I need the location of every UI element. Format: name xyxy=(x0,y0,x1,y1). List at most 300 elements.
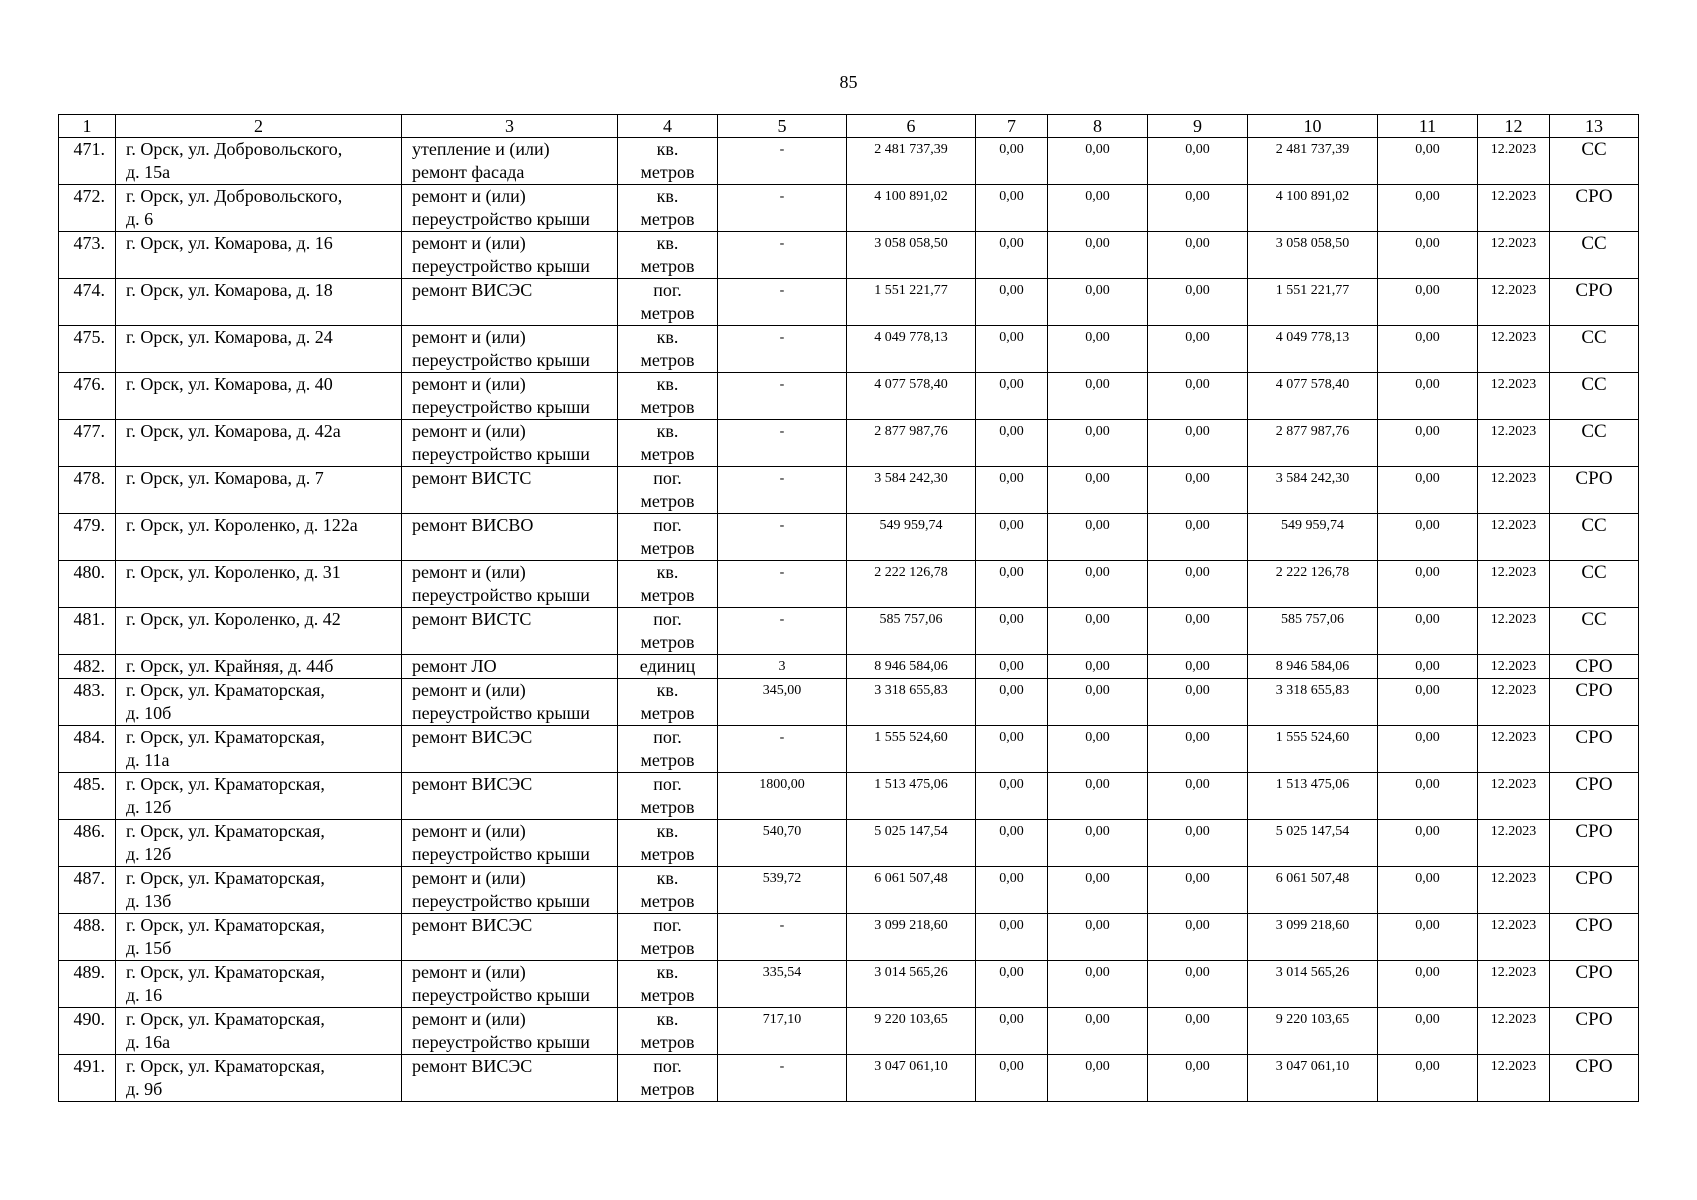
address-line-1: г. Орск, ул. Комарова, д. 18 xyxy=(126,280,333,300)
value-cell-c7: 0,00 xyxy=(976,326,1048,373)
unit-line-1: кв. xyxy=(656,821,679,841)
header-row xyxy=(59,115,1639,138)
work-type-line-2: переустройство крыши xyxy=(412,585,590,605)
work-type-line-2: переустройство крыши xyxy=(412,1032,590,1052)
address-line-1: г. Орск, ул. Добровольского, xyxy=(126,186,343,206)
value-cell-c9: 0,00 xyxy=(1148,514,1248,561)
value-cell-c7: 0,00 xyxy=(976,820,1048,867)
value-cell-c9: 0,00 xyxy=(1148,420,1248,467)
value-cell-c8: 0,00 xyxy=(1048,232,1148,279)
work-type-cell xyxy=(402,1055,618,1102)
value-cell-c10: 1 555 524,60 xyxy=(1248,726,1378,773)
unit-line-2: метров xyxy=(640,797,695,817)
value-cell-c12: 12.2023 xyxy=(1478,1008,1550,1055)
executor-cell: СРО xyxy=(1550,655,1639,679)
address-cell xyxy=(116,561,402,608)
value-cell-c10: 3 318 655,83 xyxy=(1248,679,1378,726)
address-line-1: г. Орск, ул. Краматорская, xyxy=(126,774,325,794)
unit-cell xyxy=(618,820,718,867)
row-number-cell: 491. xyxy=(59,1055,116,1102)
address-cell xyxy=(116,679,402,726)
unit-line-1: пог. xyxy=(653,774,682,794)
unit-line-2: метров xyxy=(640,632,695,652)
unit-line-1: пог. xyxy=(653,515,682,535)
value-cell-c5: - xyxy=(718,326,847,373)
unit-cell xyxy=(618,326,718,373)
value-cell-c6: 3 099 218,60 xyxy=(847,914,976,961)
address-cell xyxy=(116,726,402,773)
address-cell xyxy=(116,373,402,420)
value-cell-c6: 1 551 221,77 xyxy=(847,279,976,326)
value-cell-c5: - xyxy=(718,373,847,420)
table-row xyxy=(59,514,1639,561)
executor-cell: СС xyxy=(1550,608,1639,655)
header-cell: 9 xyxy=(1148,115,1248,138)
work-type-cell xyxy=(402,467,618,514)
value-cell-c5: - xyxy=(718,514,847,561)
table-row xyxy=(59,185,1639,232)
value-cell-c7: 0,00 xyxy=(976,1055,1048,1102)
work-type-line-1: ремонт ВИСВО xyxy=(412,515,534,535)
value-cell-c9: 0,00 xyxy=(1148,185,1248,232)
unit-line-1: кв. xyxy=(656,186,679,206)
address-cell xyxy=(116,138,402,185)
address-line-2: д. 12б xyxy=(126,797,172,817)
value-cell-c12: 12.2023 xyxy=(1478,467,1550,514)
address-cell xyxy=(116,1008,402,1055)
work-type-line-1: ремонт и (или) xyxy=(412,1009,526,1029)
unit-line-1: кв. xyxy=(656,421,679,441)
value-cell-c6: 2 481 737,39 xyxy=(847,138,976,185)
unit-line-2: метров xyxy=(640,303,695,323)
table-row xyxy=(59,679,1639,726)
value-cell-c5: 345,00 xyxy=(718,679,847,726)
table-row xyxy=(59,961,1639,1008)
value-cell-c11: 0,00 xyxy=(1378,867,1478,914)
address-line-1: г. Орск, ул. Крайняя, д. 44б xyxy=(126,656,334,676)
value-cell-c8: 0,00 xyxy=(1048,373,1148,420)
value-cell-c8: 0,00 xyxy=(1048,1008,1148,1055)
value-cell-c10: 2 481 737,39 xyxy=(1248,138,1378,185)
value-cell-c11: 0,00 xyxy=(1378,679,1478,726)
value-cell-c6: 3 318 655,83 xyxy=(847,679,976,726)
value-cell-c10: 3 584 242,30 xyxy=(1248,467,1378,514)
value-cell-c10: 8 946 584,06 xyxy=(1248,655,1378,679)
value-cell-c5: 717,10 xyxy=(718,1008,847,1055)
work-type-cell xyxy=(402,820,618,867)
work-type-line-2: переустройство крыши xyxy=(412,703,590,723)
value-cell-c6: 6 061 507,48 xyxy=(847,867,976,914)
header-cell: 8 xyxy=(1048,115,1148,138)
value-cell-c10: 1 513 475,06 xyxy=(1248,773,1378,820)
work-type-line-1: ремонт ЛО xyxy=(412,656,497,676)
header-cell: 1 xyxy=(59,115,116,138)
address-cell xyxy=(116,608,402,655)
value-cell-c11: 0,00 xyxy=(1378,726,1478,773)
table-row xyxy=(59,467,1639,514)
header-cell: 11 xyxy=(1378,115,1478,138)
address-cell xyxy=(116,514,402,561)
row-number-cell: 482. xyxy=(59,655,116,679)
value-cell-c8: 0,00 xyxy=(1048,467,1148,514)
value-cell-c12: 12.2023 xyxy=(1478,820,1550,867)
work-type-line-1: ремонт и (или) xyxy=(412,562,526,582)
address-line-1: г. Орск, ул. Краматорская, xyxy=(126,962,325,982)
value-cell-c5: - xyxy=(718,1055,847,1102)
value-cell-c10: 6 061 507,48 xyxy=(1248,867,1378,914)
value-cell-c10: 4 077 578,40 xyxy=(1248,373,1378,420)
header-cell: 12 xyxy=(1478,115,1550,138)
header-cell: 5 xyxy=(718,115,847,138)
page-number: 85 xyxy=(839,72,858,92)
table-row xyxy=(59,655,1639,679)
table-row xyxy=(59,867,1639,914)
table-row xyxy=(59,373,1639,420)
value-cell-c5: - xyxy=(718,467,847,514)
work-type-line-1: ремонт и (или) xyxy=(412,233,526,253)
address-line-1: г. Орск, ул. Комарова, д. 40 xyxy=(126,374,333,394)
unit-cell xyxy=(618,608,718,655)
header-cell: 4 xyxy=(618,115,718,138)
unit-line-2: метров xyxy=(640,397,695,417)
value-cell-c11: 0,00 xyxy=(1378,1055,1478,1102)
address-line-1: г. Орск, ул. Комарова, д. 16 xyxy=(126,233,333,253)
executor-cell: СРО xyxy=(1550,961,1639,1008)
work-type-cell xyxy=(402,373,618,420)
executor-cell: СРО xyxy=(1550,185,1639,232)
value-cell-c6: 4 077 578,40 xyxy=(847,373,976,420)
work-type-line-1: ремонт ВИСТС xyxy=(412,609,532,629)
value-cell-c6: 5 025 147,54 xyxy=(847,820,976,867)
executor-cell: СС xyxy=(1550,232,1639,279)
value-cell-c12: 12.2023 xyxy=(1478,655,1550,679)
unit-line-1: кв. xyxy=(656,374,679,394)
executor-cell: СРО xyxy=(1550,726,1639,773)
value-cell-c8: 0,00 xyxy=(1048,773,1148,820)
unit-line-2: метров xyxy=(640,1079,695,1099)
value-cell-c8: 0,00 xyxy=(1048,561,1148,608)
row-number-cell: 486. xyxy=(59,820,116,867)
address-cell xyxy=(116,867,402,914)
unit-cell xyxy=(618,655,718,679)
value-cell-c11: 0,00 xyxy=(1378,655,1478,679)
table-row xyxy=(59,138,1639,185)
value-cell-c5: 1800,00 xyxy=(718,773,847,820)
value-cell-c6: 3 058 058,50 xyxy=(847,232,976,279)
value-cell-c6: 1 555 524,60 xyxy=(847,726,976,773)
value-cell-c7: 0,00 xyxy=(976,279,1048,326)
table-row xyxy=(59,420,1639,467)
executor-cell: СС xyxy=(1550,138,1639,185)
work-type-line-2: переустройство крыши xyxy=(412,891,590,911)
value-cell-c9: 0,00 xyxy=(1148,961,1248,1008)
address-cell xyxy=(116,961,402,1008)
address-line-1: г. Орск, ул. Краматорская, xyxy=(126,915,325,935)
value-cell-c5: 335,54 xyxy=(718,961,847,1008)
value-cell-c10: 585 757,06 xyxy=(1248,608,1378,655)
unit-line-2: метров xyxy=(640,844,695,864)
table-row xyxy=(59,326,1639,373)
value-cell-c9: 0,00 xyxy=(1148,232,1248,279)
value-cell-c11: 0,00 xyxy=(1378,467,1478,514)
work-type-line-1: ремонт ВИСЭС xyxy=(412,727,533,747)
works-table xyxy=(58,114,1639,1102)
value-cell-c6: 8 946 584,06 xyxy=(847,655,976,679)
header-cell: 10 xyxy=(1248,115,1378,138)
value-cell-c5: - xyxy=(718,232,847,279)
value-cell-c6: 3 047 061,10 xyxy=(847,1055,976,1102)
table-row xyxy=(59,1008,1639,1055)
address-line-1: г. Орск, ул. Краматорская, xyxy=(126,1056,325,1076)
unit-line-2: метров xyxy=(640,1032,695,1052)
value-cell-c8: 0,00 xyxy=(1048,279,1148,326)
executor-cell: СС xyxy=(1550,373,1639,420)
row-number-cell: 481. xyxy=(59,608,116,655)
value-cell-c11: 0,00 xyxy=(1378,820,1478,867)
header-cell: 3 xyxy=(402,115,618,138)
value-cell-c10: 3 099 218,60 xyxy=(1248,914,1378,961)
value-cell-c7: 0,00 xyxy=(976,138,1048,185)
work-type-cell xyxy=(402,679,618,726)
value-cell-c7: 0,00 xyxy=(976,373,1048,420)
unit-cell xyxy=(618,138,718,185)
value-cell-c5: - xyxy=(718,420,847,467)
value-cell-c10: 5 025 147,54 xyxy=(1248,820,1378,867)
value-cell-c8: 0,00 xyxy=(1048,1055,1148,1102)
value-cell-c11: 0,00 xyxy=(1378,561,1478,608)
work-type-line-1: ремонт ВИСЭС xyxy=(412,1056,533,1076)
header-cell: 2 xyxy=(116,115,402,138)
value-cell-c7: 0,00 xyxy=(976,467,1048,514)
address-line-1: г. Орск, ул. Добровольского, xyxy=(126,139,343,159)
unit-cell xyxy=(618,773,718,820)
value-cell-c11: 0,00 xyxy=(1378,773,1478,820)
value-cell-c10: 549 959,74 xyxy=(1248,514,1378,561)
address-cell xyxy=(116,773,402,820)
work-type-cell xyxy=(402,420,618,467)
row-number-cell: 490. xyxy=(59,1008,116,1055)
value-cell-c9: 0,00 xyxy=(1148,914,1248,961)
value-cell-c6: 2 877 987,76 xyxy=(847,420,976,467)
value-cell-c7: 0,00 xyxy=(976,232,1048,279)
unit-line-1: пог. xyxy=(653,609,682,629)
unit-cell xyxy=(618,561,718,608)
value-cell-c8: 0,00 xyxy=(1048,820,1148,867)
value-cell-c5: - xyxy=(718,279,847,326)
value-cell-c12: 12.2023 xyxy=(1478,867,1550,914)
unit-line-2: метров xyxy=(640,703,695,723)
executor-cell: СРО xyxy=(1550,914,1639,961)
value-cell-c12: 12.2023 xyxy=(1478,679,1550,726)
value-cell-c6: 3 014 565,26 xyxy=(847,961,976,1008)
row-number-cell: 474. xyxy=(59,279,116,326)
value-cell-c10: 4 100 891,02 xyxy=(1248,185,1378,232)
work-type-line-2: переустройство крыши xyxy=(412,985,590,1005)
unit-line-2: метров xyxy=(640,256,695,276)
work-type-line-2: переустройство крыши xyxy=(412,256,590,276)
value-cell-c8: 0,00 xyxy=(1048,514,1148,561)
address-line-1: г. Орск, ул. Краматорская, xyxy=(126,1009,325,1029)
value-cell-c7: 0,00 xyxy=(976,608,1048,655)
unit-cell xyxy=(618,185,718,232)
value-cell-c12: 12.2023 xyxy=(1478,561,1550,608)
value-cell-c6: 585 757,06 xyxy=(847,608,976,655)
address-line-1: г. Орск, ул. Краматорская, xyxy=(126,821,325,841)
value-cell-c12: 12.2023 xyxy=(1478,773,1550,820)
row-number-cell: 478. xyxy=(59,467,116,514)
value-cell-c8: 0,00 xyxy=(1048,655,1148,679)
executor-cell: СРО xyxy=(1550,467,1639,514)
unit-line-1: кв. xyxy=(656,327,679,347)
work-type-line-2: переустройство крыши xyxy=(412,397,590,417)
row-number-cell: 484. xyxy=(59,726,116,773)
work-type-line-1: ремонт и (или) xyxy=(412,421,526,441)
value-cell-c12: 12.2023 xyxy=(1478,232,1550,279)
value-cell-c5: 539,72 xyxy=(718,867,847,914)
value-cell-c10: 3 014 565,26 xyxy=(1248,961,1378,1008)
value-cell-c8: 0,00 xyxy=(1048,185,1148,232)
value-cell-c10: 2 222 126,78 xyxy=(1248,561,1378,608)
unit-line-1: пог. xyxy=(653,1056,682,1076)
work-type-cell xyxy=(402,726,618,773)
work-type-line-1: ремонт и (или) xyxy=(412,868,526,888)
value-cell-c7: 0,00 xyxy=(976,773,1048,820)
table-row xyxy=(59,561,1639,608)
value-cell-c11: 0,00 xyxy=(1378,514,1478,561)
address-line-1: г. Орск, ул. Комарова, д. 24 xyxy=(126,327,333,347)
row-number-cell: 480. xyxy=(59,561,116,608)
value-cell-c7: 0,00 xyxy=(976,867,1048,914)
value-cell-c8: 0,00 xyxy=(1048,326,1148,373)
value-cell-c8: 0,00 xyxy=(1048,420,1148,467)
work-type-cell xyxy=(402,773,618,820)
value-cell-c12: 12.2023 xyxy=(1478,514,1550,561)
value-cell-c5: - xyxy=(718,726,847,773)
value-cell-c7: 0,00 xyxy=(976,679,1048,726)
value-cell-c12: 12.2023 xyxy=(1478,326,1550,373)
work-type-line-1: ремонт ВИСЭС xyxy=(412,915,533,935)
unit-line-1: кв. xyxy=(656,962,679,982)
unit-cell xyxy=(618,679,718,726)
value-cell-c11: 0,00 xyxy=(1378,420,1478,467)
value-cell-c12: 12.2023 xyxy=(1478,608,1550,655)
address-line-1: г. Орск, ул. Комарова, д. 42а xyxy=(126,421,341,441)
work-type-line-2: переустройство крыши xyxy=(412,844,590,864)
work-type-cell xyxy=(402,514,618,561)
value-cell-c5: 540,70 xyxy=(718,820,847,867)
address-line-1: г. Орск, ул. Короленко, д. 42 xyxy=(126,609,341,629)
unit-line-2: метров xyxy=(640,585,695,605)
work-type-line-1: ремонт и (или) xyxy=(412,680,526,700)
value-cell-c8: 0,00 xyxy=(1048,679,1148,726)
value-cell-c9: 0,00 xyxy=(1148,279,1248,326)
unit-line-1: кв. xyxy=(656,680,679,700)
value-cell-c9: 0,00 xyxy=(1148,1055,1248,1102)
table-row xyxy=(59,1055,1639,1102)
value-cell-c6: 1 513 475,06 xyxy=(847,773,976,820)
value-cell-c9: 0,00 xyxy=(1148,773,1248,820)
work-type-line-1: ремонт и (или) xyxy=(412,374,526,394)
executor-cell: СС xyxy=(1550,420,1639,467)
row-number-cell: 477. xyxy=(59,420,116,467)
unit-line-2: метров xyxy=(640,491,695,511)
value-cell-c7: 0,00 xyxy=(976,914,1048,961)
address-line-2: д. 10б xyxy=(126,703,172,723)
address-cell xyxy=(116,1055,402,1102)
table-row xyxy=(59,279,1639,326)
work-type-cell xyxy=(402,867,618,914)
value-cell-c5: - xyxy=(718,138,847,185)
unit-line-2: метров xyxy=(640,938,695,958)
address-line-1: г. Орск, ул. Краматорская, xyxy=(126,727,325,747)
value-cell-c10: 4 049 778,13 xyxy=(1248,326,1378,373)
executor-cell: СС xyxy=(1550,514,1639,561)
unit-cell xyxy=(618,961,718,1008)
row-number-cell: 485. xyxy=(59,773,116,820)
address-line-1: г. Орск, ул. Короленко, д. 31 xyxy=(126,562,341,582)
executor-cell: СРО xyxy=(1550,279,1639,326)
work-type-line-2: переустройство крыши xyxy=(412,444,590,464)
executor-cell: СРО xyxy=(1550,820,1639,867)
value-cell-c7: 0,00 xyxy=(976,185,1048,232)
table-row xyxy=(59,608,1639,655)
value-cell-c11: 0,00 xyxy=(1378,185,1478,232)
work-type-line-2: ремонт фасада xyxy=(412,162,525,182)
unit-cell xyxy=(618,279,718,326)
value-cell-c7: 0,00 xyxy=(976,961,1048,1008)
unit-line-2: метров xyxy=(640,891,695,911)
row-number-cell: 488. xyxy=(59,914,116,961)
unit-cell xyxy=(618,420,718,467)
unit-cell xyxy=(618,867,718,914)
unit-line-2: метров xyxy=(640,538,695,558)
work-type-cell xyxy=(402,185,618,232)
value-cell-c9: 0,00 xyxy=(1148,655,1248,679)
value-cell-c10: 3 047 061,10 xyxy=(1248,1055,1378,1102)
value-cell-c8: 0,00 xyxy=(1048,914,1148,961)
value-cell-c9: 0,00 xyxy=(1148,867,1248,914)
value-cell-c6: 4 100 891,02 xyxy=(847,185,976,232)
work-type-cell xyxy=(402,279,618,326)
table-row xyxy=(59,914,1639,961)
value-cell-c5: 3 xyxy=(718,655,847,679)
value-cell-c5: - xyxy=(718,608,847,655)
unit-line-1: кв. xyxy=(656,562,679,582)
value-cell-c8: 0,00 xyxy=(1048,961,1148,1008)
value-cell-c7: 0,00 xyxy=(976,726,1048,773)
value-cell-c11: 0,00 xyxy=(1378,279,1478,326)
address-cell xyxy=(116,326,402,373)
row-number-cell: 473. xyxy=(59,232,116,279)
value-cell-c11: 0,00 xyxy=(1378,326,1478,373)
row-number-cell: 475. xyxy=(59,326,116,373)
address-line-2: д. 16а xyxy=(126,1032,171,1052)
value-cell-c12: 12.2023 xyxy=(1478,1055,1550,1102)
row-number-cell: 472. xyxy=(59,185,116,232)
unit-line-1: единиц xyxy=(639,656,696,676)
work-type-cell xyxy=(402,326,618,373)
header-cell: 7 xyxy=(976,115,1048,138)
value-cell-c11: 0,00 xyxy=(1378,138,1478,185)
value-cell-c7: 0,00 xyxy=(976,1008,1048,1055)
work-type-line-1: ремонт и (или) xyxy=(412,327,526,347)
executor-cell: СРО xyxy=(1550,679,1639,726)
row-number-cell: 487. xyxy=(59,867,116,914)
address-line-2: д. 16 xyxy=(126,985,163,1005)
address-cell xyxy=(116,185,402,232)
value-cell-c9: 0,00 xyxy=(1148,679,1248,726)
value-cell-c6: 9 220 103,65 xyxy=(847,1008,976,1055)
